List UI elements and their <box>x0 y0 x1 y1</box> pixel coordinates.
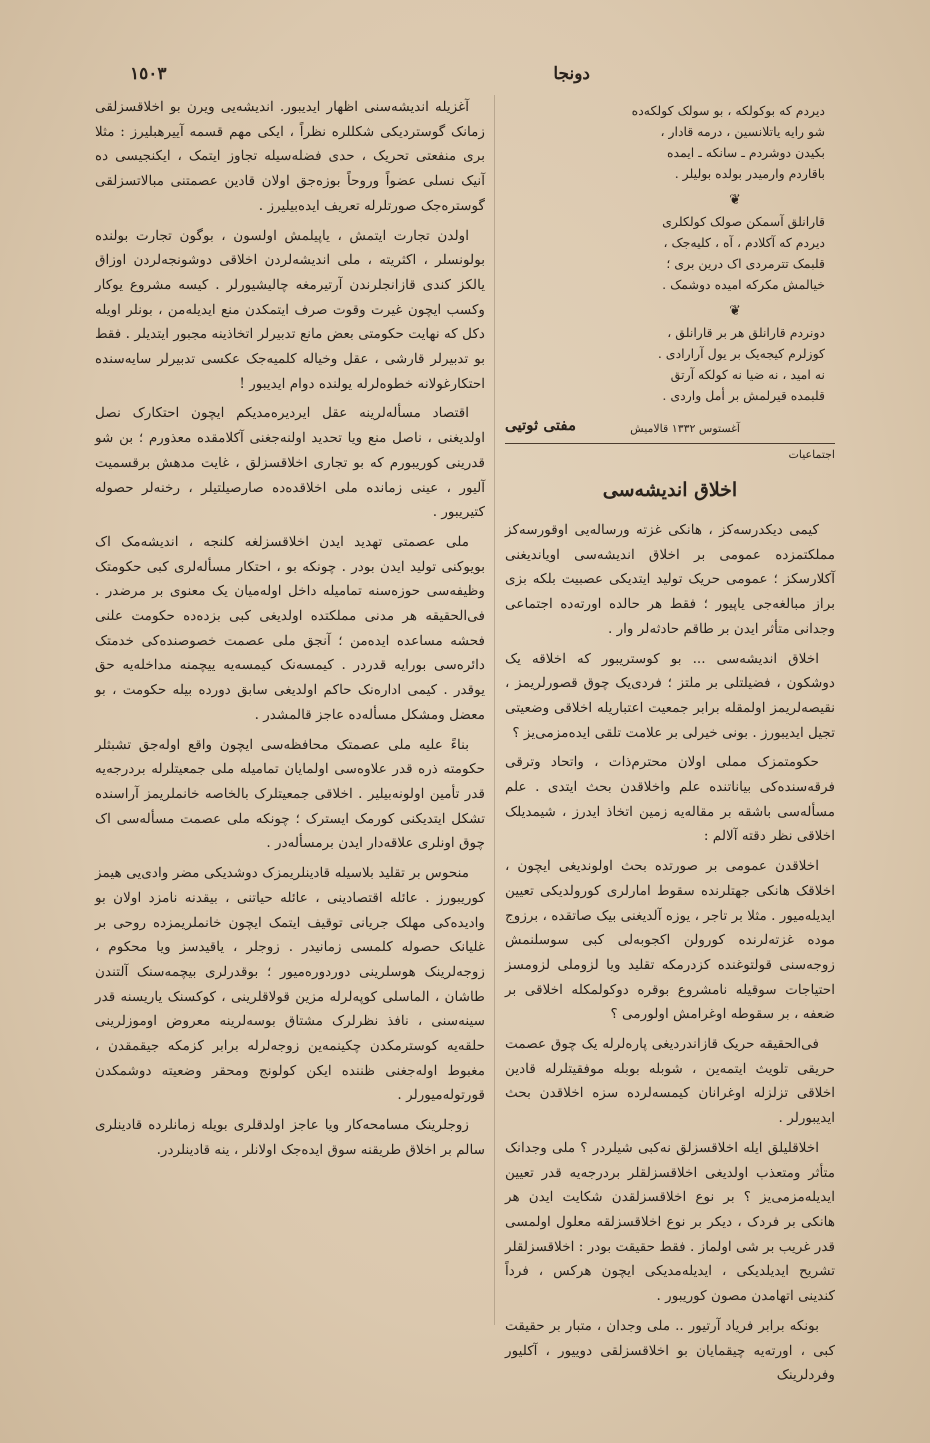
right-column <box>505 100 835 1393</box>
poem-line: بکیدن دوشردم ـ سانکه ـ ایمده <box>666 145 825 160</box>
paragraph: حکومتمزک مملی اولان محترم‌ذات ، واتحاد وترقی فرقه‌سنده‌کی بیاناتنده علم واخلاقدن بحث ایتدی . علم مسأله‌سی باشقه بر مقاله‌یه زمین اتخاذ ایدرز ، شیمدیلک اخلاقی نظر دقته آلالم : <box>505 754 835 845</box>
paragraph: اولدن تجارت ایتمش ، یاپیلمش اولسون ، بوگون تجارت بولنده بولونسلر ، اکثریته ، ملی اندیشه‌لردن اخلاقی دوشونجه‌لردن اوزاق یالکز کندی قازانجلرندن آرتیرمغه چالیشیورلر . کیسه مشروع یوکار وکسب ایچون غیرت وقوت صرف ایتمکدن منع ایدیله‌من ، بونلر اویله دکل که نهایت حکومتی بعض مانع تدبیرلر اتخاذینه مجبور ایتدیلر . فقط بو تدبیرلر قارشی ، عقل وخیاله کلمیه‌جک عکسی تدبیرلر سایه‌سنده احتکارغولانه خطوه‌لرله یولنده دوام ایدیبور ! <box>95 227 485 392</box>
poem-author: مفتی ثوتیی <box>505 416 577 434</box>
paragraph: زوجلرینک مسامحه‌کار ویا عاجز اولدقلری بویله زمانلرده قادینلری سالم بر اخلاق طریقنه سوق ایده‌جک اولانلر ، ینه قادینلردر. <box>95 1117 485 1158</box>
paragraph: اخلاق اندیشه‌سی ... بو کوستریبور که اخلاقه یک دوشکون ، فضیلتلی بر ملتز ؛ فردی‌یک چوق قصورلریمز ، نقیصه‌لریمز اولمقله برابر جمعیت اعتباریله اخلاقی وضعیتی تجیل ایدیبورز . بونی خیرلی بر علامت تلقی ایده‌مزمی‌یز ؟ <box>505 650 835 741</box>
page-number: ١٥٠٣ <box>130 64 167 84</box>
paragraph: آغزیله اندیشه‌سنی اظهار ایدیبور. اندیشه‌یی ویرن بو اخلاقسزلقی زمانک گوستردیکی شکللره نظراً ، ایکی مهم قسمه آییرهبلیرز : مثلا بری منفعتی تحریک ، حدی فضله‌سیله تجاوز ایتمک ، ایکنجیسی ده آنیک نسلی عضواً وروحاً بوزه‌جق اولان قادین عصمتنی مبالاتسزلقی گوستره‌جک صورتلرله تعریف ایده‌بیلیرز . <box>95 99 485 214</box>
paragraph: اقتصاد مسأله‌لرینه عقل ایردیره‌مدیکم ایچون احتکارک نصل اولدیغنی ، ناصل منع ویا تحدید اولنه‌جغنی آکلامقده معذورم ؛ بن شو قدرینی کوریبورم که بو تجاری اخلاقسزلق ، غایت مدهش برقسمیت آلیور ، عینی زمانده ملی اخلاقده‌ده صارصیلتیلر ، رخنه‌لر حصوله کتیریبور . <box>95 405 485 521</box>
column-divider <box>494 95 495 1325</box>
journal-name: دونجا <box>553 64 590 84</box>
poem-line: دونردم قارانلق هر بر قارانلق ، <box>667 325 825 340</box>
paragraph: بونکه برابر فریاد آرتیور .. ملی وجدان ، متبار بر حقیقت کبی ، اورته‌یه چیقمایان بو اخلاقسزلقی دوییور ، آکلیور وفردلرینک <box>505 1317 835 1384</box>
poem-stanza <box>585 100 825 184</box>
poem-line: دیردم که آکلادم ، آه ، کلیه‌جک ، <box>663 235 825 250</box>
fleuron-ornament: ❦ <box>729 303 741 319</box>
section-divider <box>505 443 835 444</box>
poem-stanza <box>585 211 825 295</box>
paragraph: فی‌الحقیقه حریک قازاندردیغی پاره‌لرله یک چوق عصمت حریقی تلویث ایتمه‌ین ، شوبله بوبله موفقیتلرله قادین اخلاقی تزلزله اوغرانان کیمسه‌لرده سزه اخلاقدن بحث ایدیبورلر . <box>505 1036 835 1127</box>
poem <box>585 100 835 406</box>
poem-line: قلبمده قیرلمش بر أمل واردی . <box>662 388 825 403</box>
poem-line: دیردم که بوکولکه ، بو سولک کولکه‌ده <box>631 103 825 118</box>
paragraph: کیمی دیکدرسه‌کز ، هانکی غزته ورساله‌یی اوقورسه‌کز مملکتمزده عمومی بر اخلاق اندیشه‌سی اویاندیغنی آکلارسکز ؛ عمومی حریک تولید ایتدیکی عصبیت بلکه بزی براز مبالغه‌جی یاپیور ؛ فقط هر حالده اورته‌ده اجتماعی وجدانی متأثر ایدن بر طاقم حادثه‌لر وار . <box>505 522 835 637</box>
poem-date: آغستوس ١٣٣٢ قالامیش <box>630 422 740 435</box>
paragraph: ملی عصمتی تهدید ایدن اخلاقسزلغه کلنجه ، اندیشه‌مک اک بویوکنی تولید ایدن بودر . چونکه بو ، احتکار مسأله‌لری کبی حکومتک وظیفه‌سی حوزه‌سنه تمامیله داخل اوله‌میان یک معنوی بر مرضدر . فی‌الحقیقه هر مدنی مملکتده اولدیغی کبی بزده‌ده حکومت علنی فحشه مساعده ایده‌من ؛ آنجق ملی عصمت خصوصنده‌کی خدمتک دائره‌سی بورایه قدردر . کیمسه‌نک کیمسه‌یه ییچمنه مداخله‌یه حق یوقدر . کیمی اداره‌نک حاکم اولدیغی سابق دورده بیله حکومت ، بو معضل ومشکل مسأله‌ده عاجز قالمشدر . <box>95 533 485 723</box>
poem-line: کوزلرم کیجه‌یک بر یول آرارادی . <box>657 346 825 361</box>
poem-line: نه امید ، نه ضیا نه کولکه آرتق <box>670 367 825 382</box>
paragraph: منحوس بر تقلید بلاسیله قادینلریمزک دوشدیکی مضر وادی‌یی هیمز کوریبورز . عائله اقتصادینی ، عائله حیاتنی ، بیقدنه نامزد اولان بو وادیده‌کی مهلک جریانی توقیف ایتمک ایچون خانملریمزده روحی بر غلیانک حصوله کلمسی زمانیدر . زوجلر ، یاقیدسز ویا محکوم ، زوجه‌لرینک هوسلرینی دوردوره‌میور ؛ بوقدرلری بیچمه‌سنک آلتندن طاشان ، الماسلی کوپه‌لرله مزین قولاقلرینی ، کوکسنک یاریسنه قدر سینه‌سنی ، نافذ نظرلرک مشتاق بوسه‌لرینه معروض اوموزلرینی حلقه‌یه کوسترمکدن چکینمه‌ین زوجه‌لرله برابر کزمکه جیقمقدن ، مغبوط اوله‌جغنی ظننده ایکن کولونج ومحقر وضعیته دوشمکدن قورتوله‌میورلر . <box>95 865 485 1104</box>
article-title: اخلاق اندیشه‌سی <box>602 479 738 501</box>
poem-line: شو رایه یاتلانسین ، درمه قادار ، <box>660 124 825 139</box>
poem-line: قلبمک تترمردی اک درین بری ؛ <box>666 256 825 271</box>
poem-line: خیالمش مکرکه امیده دوشمک . <box>662 277 825 292</box>
paragraph: اخلاقلیلق ایله اخلاقسزلق نه‌کبی شیلردر ؟ ملی وجدانک متأثر ومتعذب اولدیغی اخلاقسزلقلر بردرجه‌یه قدر تعیین ایدیله‌مزمی‌یز ؟ بر نوع اخلاقسزلقدن شکایت ایدن هر هانکی بر فردک ، دیکر بر نوع اخلاقسزلقه معلول اولمسی قدر غریب بر شی اولماز . فقط حقیقت بودر : اخلاقسزلقلر تشریح ایدیلدیکی ، ایدیله‌مدیکی ایچون هرکس ، فرداً کندینی اتهامدن مصون کوریبور . <box>505 1139 835 1305</box>
paragraph: بناءً علیه ملی عصمتک محافظه‌سی ایچون واقع اوله‌جق تشبثلر حکومته ذره قدر علاوه‌سی اولمایان تمامیله ملی جمعیتلرله بردرجه‌یه قدر تأمین اولونه‌بیلیر . اخلاقی جمعیتلرک بالخاصه خانملریمز آراسنده تشکل ایتدیکنی کورمک ایسترک ؛ چونکه ملی عصمت مسأله‌سی اک چوق اونلری علاقه‌دار ایدن برمسأله‌در . <box>95 736 485 852</box>
left-column <box>95 95 485 1168</box>
poem-line: باقاردم وارمیدر بولده بولیلر . <box>674 166 825 181</box>
poem-stanza <box>585 322 825 406</box>
section-label: اجتماعیات <box>788 448 835 461</box>
fleuron-ornament: ❦ <box>729 192 741 208</box>
poem-line: قارانلق آسمکن صولک کولکلری <box>662 214 825 229</box>
page-header <box>90 62 840 90</box>
poem-signature <box>505 411 835 441</box>
paragraph: اخلاقدن عمومی بر صورتده بحث اولوندیغی ایچون ، اخلاقک هانکی جهتلرنده سقوط امارلری کورولدیکی تعیین ایدیله‌میور . مثلا بر تاجر ، یوزه آلدیغنی بیک صاتقده ، برزوج موده غزته‌لرنده کورولن اکجوبه‌لی کبی سوسلنمش زوجه‌سنی قولتوغنده کزدرمکه تقلید ویا لزوملی لزومسز احتیاجات سوقیله نامشروع بوقره دوکولمکله اخلاقی بر ضعفه ، بر سقوطه اوغرامش اولورمی ؟ <box>505 858 835 1023</box>
